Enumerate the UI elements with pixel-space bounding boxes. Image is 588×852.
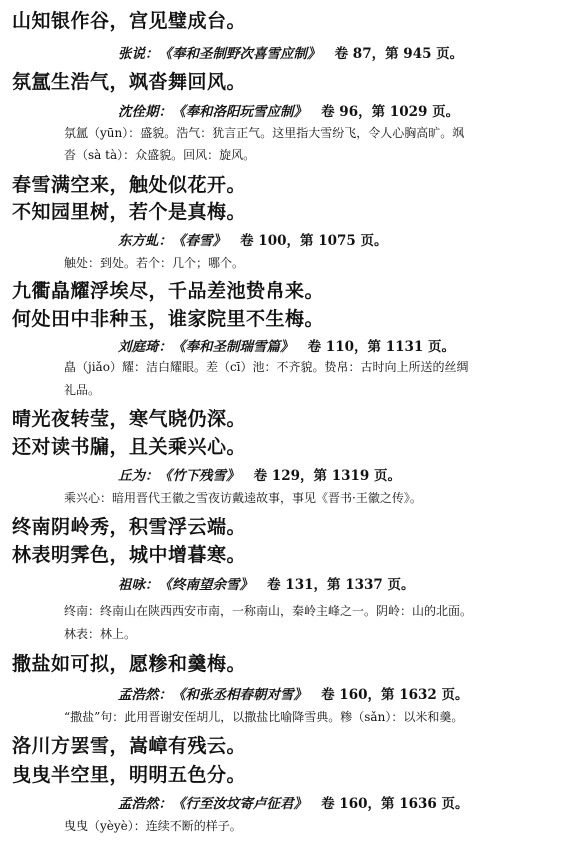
citation-title: 丘为：《竹下残雪》 [118, 468, 240, 484]
annotation-line: 皛（jiǎo）耀：洁白耀眼。差（cī）池：不齐貌。贽帛：古时向上所送的丝绸 [64, 360, 469, 374]
poem-line: 撒盐如可拟，愿糁和羹梅。 [12, 653, 247, 675]
source-citation [118, 792, 468, 812]
citation-location: 卷 131，第 1337 页。 [267, 577, 415, 593]
citation-location: 卷 160，第 1636 页。 [321, 796, 469, 812]
poem-line: 何处田中非种玉，谁家院里不生梅。 [12, 308, 325, 330]
citation-title: 张说：《奉和圣制野次喜雪应制》 [118, 46, 321, 62]
poem-line: 洛川方罢雪，嵩嶂有残云。 [12, 735, 247, 757]
annotation-line: 氛氲（yūn）：盛貌。浩气：犹言正气。这里指大雪纷飞，令人心胸高旷。飒 [64, 126, 465, 140]
poem-line: 春雪满空来，触处似花开。 [12, 174, 247, 196]
annotation-line: 终南：终南山在陕西西安市南，一称南山，秦岭主峰之一。阴岭：山的北面。 [64, 604, 473, 618]
citation-title: 祖咏：《终南望余雪》 [118, 577, 253, 593]
annotation-line: “撒盐”句：此用晋谢安侄胡儿，以撒盐比喻降雪典。糁（sǎn）：以米和羹。 [64, 710, 464, 724]
annotation-line: 礼品。 [64, 383, 101, 397]
poem-line: 不知园里树，若个是真梅。 [12, 201, 247, 223]
source-citation [118, 573, 414, 593]
citation-title: 沈佺期：《奉和洛阳玩雪应制》 [118, 104, 307, 120]
citation-title: 刘庭琦：《奉和圣制瑞雪篇》 [118, 339, 294, 355]
annotation-line: 乘兴心：暗用晋代王徽之雪夜访戴逵故事，事见《晋书·王徽之传》。 [64, 491, 422, 505]
source-citation [118, 42, 463, 62]
source-citation [118, 683, 468, 703]
citation-title: 东方虬：《春雪》 [118, 233, 226, 249]
citation-location: 卷 100，第 1075 页。 [240, 233, 388, 249]
poem-line: 晴光夜转莹，寒气晓仍深。 [12, 408, 247, 430]
poem-line: 曳曳半空里，明明五色分。 [12, 764, 247, 786]
source-citation [118, 100, 459, 120]
source-citation [118, 335, 455, 355]
poem-line: 林表明霁色，城中增暮寒。 [12, 544, 247, 566]
poem-line: 氛氲生浩气，飒沓舞回风。 [12, 71, 247, 93]
annotation-line: 触处：到处。若个：几个；哪个。 [64, 256, 245, 270]
annotation-line: 林表：林上。 [64, 627, 137, 641]
citation-location: 卷 160，第 1632 页。 [321, 687, 469, 703]
source-citation [118, 229, 387, 249]
citation-location: 卷 129，第 1319 页。 [253, 468, 401, 484]
poem-line: 终南阴岭秀，积雪浮云端。 [12, 516, 247, 538]
citation-location: 卷 96，第 1029 页。 [321, 104, 460, 120]
citation-location: 卷 87，第 945 页。 [334, 46, 464, 62]
poem-line: 还对读书牖，且关乘兴心。 [12, 436, 247, 458]
source-citation [118, 464, 401, 484]
citation-title: 孟浩然：《行至汝坟寄卢征君》 [118, 796, 307, 812]
citation-title: 孟浩然：《和张丞相春朝对雪》 [118, 687, 307, 703]
annotation-line: 曳曳（yèyè）：连续不断的样子。 [64, 819, 242, 833]
citation-location: 卷 110，第 1131 页。 [307, 339, 455, 355]
annotation-line: 沓（sà tà）：众盛貌。回风：旋风。 [64, 148, 256, 162]
poem-line: 山知银作谷，宫见璧成台。 [12, 10, 247, 32]
poem-line: 九衢皛耀浮埃尽，千品差池贽帛来。 [12, 280, 325, 302]
